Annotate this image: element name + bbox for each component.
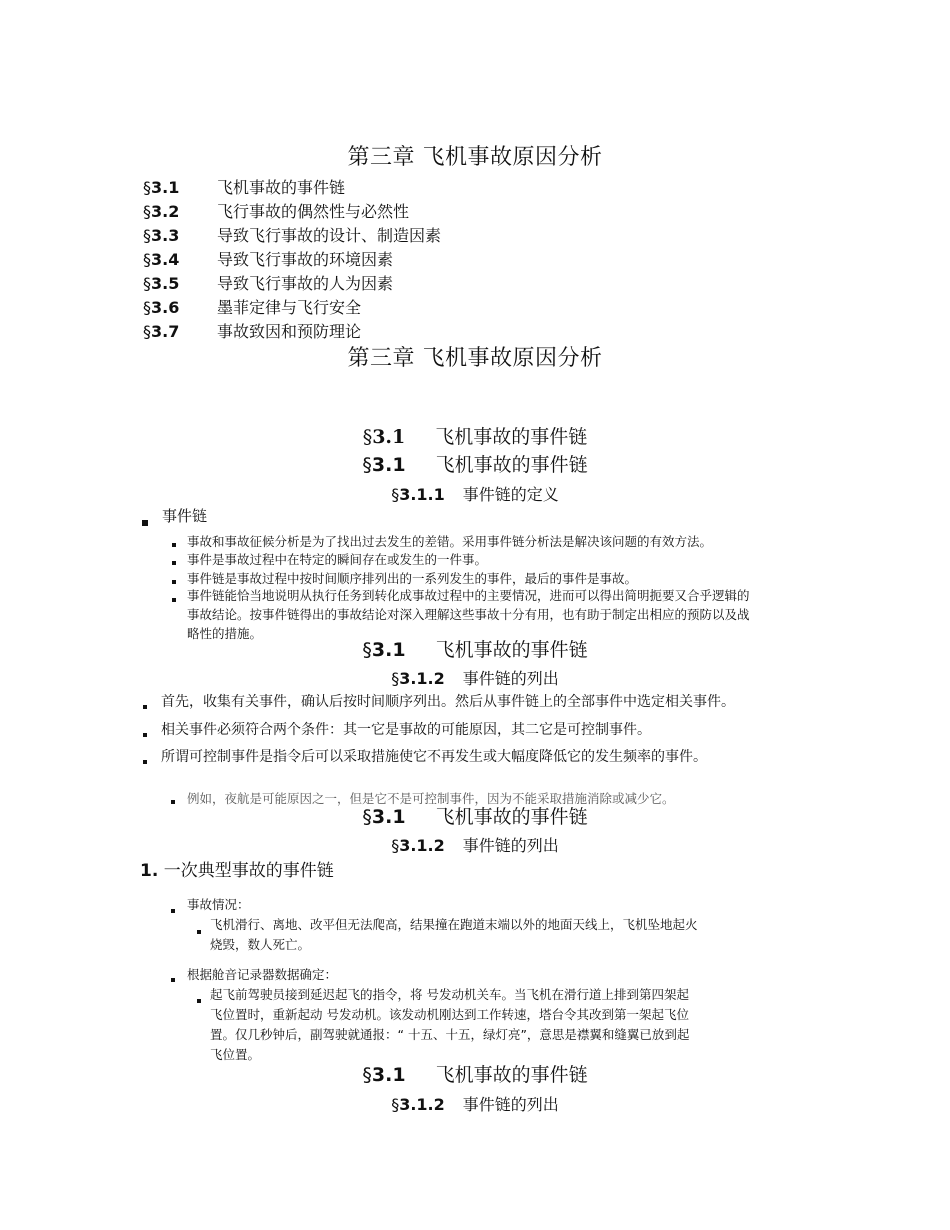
list-item: 事件是事故过程中在特定的瞬间存在或发生的一件事。 bbox=[187, 552, 488, 567]
section-sign: § bbox=[362, 1064, 372, 1086]
bullet-marker bbox=[197, 930, 201, 934]
section-sign: § bbox=[143, 298, 151, 317]
toc-item[interactable] bbox=[143, 296, 361, 320]
situation-label: 事故情况： bbox=[187, 897, 250, 912]
section-title: 飞机事故的事件链 bbox=[435, 639, 588, 661]
section-heading bbox=[0, 1060, 950, 1087]
section-heading bbox=[0, 635, 950, 662]
list-item: 首先，收集有关事件，确认后按时间顺序列出。然后从事件链上的全部事件中选定相关事件。 bbox=[161, 694, 735, 710]
section-sign: § bbox=[143, 274, 151, 293]
list-item: 事故和事故征候分析是为了找出过去发生的差错。采用事件链分析法是解决该问题的有效方法。 bbox=[187, 534, 713, 549]
subsection-title: 事件链的列出 bbox=[462, 1095, 559, 1114]
section-number: 3.1 bbox=[371, 806, 406, 828]
subsection-heading bbox=[0, 482, 950, 505]
section-title: 飞机事故的事件链 bbox=[435, 1064, 588, 1086]
bullet-marker bbox=[143, 733, 147, 737]
section-sign: § bbox=[391, 669, 400, 688]
list-item: 事件链能恰当地说明从执行任务到转化成事故过程中的主要情况，进而可以得出简明扼要又合乎逻辑的 bbox=[187, 588, 750, 603]
situation-line-continued: 烧毁，数人死亡。 bbox=[210, 937, 311, 952]
section-sign: § bbox=[362, 806, 372, 828]
heading-number: 1. bbox=[140, 861, 159, 881]
bullet-marker bbox=[197, 999, 201, 1003]
section-sign: § bbox=[143, 322, 151, 341]
toc-title: 导致飞行事故的环境因素 bbox=[217, 250, 394, 269]
subsection-number: 3.1.1 bbox=[399, 485, 445, 504]
situation-line: 飞机滑行、离地、改平但无法爬高，结果撞在跑道末端以外的地面天线上，飞机坠地起火 bbox=[210, 917, 698, 932]
toc-title: 事故致因和预防理论 bbox=[217, 322, 362, 341]
section-heading bbox=[0, 802, 950, 829]
toc-title: 墨菲定律与飞行安全 bbox=[217, 298, 362, 317]
section-sign: § bbox=[143, 226, 151, 245]
section-heading bbox=[0, 422, 950, 449]
toc-number: 3.5 bbox=[151, 274, 180, 293]
subsection-heading bbox=[0, 1092, 950, 1115]
bullet-marker bbox=[171, 909, 175, 913]
section-sign: § bbox=[391, 1095, 400, 1114]
toc-item[interactable] bbox=[143, 176, 345, 200]
recorder-line-continued: 飞位置时，重新起动 号发动机。该发动机刚达到工作转速，塔台令其改到第一架起飞位 bbox=[210, 1007, 689, 1022]
section-sign: § bbox=[362, 454, 372, 476]
section-number: 3.1 bbox=[371, 1064, 406, 1086]
toc-number: 3.6 bbox=[151, 298, 180, 317]
toc-title: 导致飞行事故的设计、制造因素 bbox=[217, 226, 442, 245]
subsection-number: 3.1.2 bbox=[399, 836, 445, 855]
section-number: 3.1 bbox=[372, 426, 406, 448]
subsection-number: 3.1.2 bbox=[399, 669, 445, 688]
list-item: 相关事件必须符合两个条件：其一它是事故的可能原因，其二它是可控制事件。 bbox=[161, 722, 651, 738]
toc-item[interactable] bbox=[143, 224, 441, 248]
chapter-title: 第三章 飞机事故原因分析 bbox=[347, 346, 603, 371]
toc-title: 飞机事故的事件链 bbox=[217, 178, 346, 197]
section-sign: § bbox=[391, 836, 400, 855]
section-title: 飞机事故的事件链 bbox=[435, 806, 588, 828]
toc-item[interactable] bbox=[143, 248, 393, 272]
section-sign: § bbox=[143, 250, 151, 269]
subsection-title: 事件链的列出 bbox=[462, 836, 559, 855]
list-item-continued: 事故结论。按事件链得出的事故结论对深入理解这些事故十分有用，也有助于制定出相应的预防以及战 bbox=[187, 607, 750, 622]
subsection-title: 事件链的定义 bbox=[462, 485, 559, 504]
definition-heading: 事件链 bbox=[162, 507, 208, 525]
bullet-marker bbox=[142, 520, 148, 526]
section-sign: § bbox=[362, 426, 373, 448]
bullet-marker bbox=[143, 705, 147, 709]
section-sign: § bbox=[143, 202, 151, 221]
section-sign: § bbox=[362, 639, 372, 661]
subsection-title: 事件链的列出 bbox=[462, 669, 559, 688]
list-item: 所谓可控制事件是指令后可以采取措施使它不再发生或大幅度降低它的发生频率的事件。 bbox=[161, 749, 707, 765]
toc-item[interactable] bbox=[143, 200, 409, 224]
recorder-line-continued: 置。仅几秒钟后，副驾驶就通报：“ 十五、十五，绿灯亮”，意思是襟翼和缝翼已放到起 bbox=[210, 1027, 690, 1042]
subsection-heading bbox=[0, 833, 950, 856]
section-number: 3.1 bbox=[371, 639, 406, 661]
bullet-marker bbox=[172, 543, 176, 547]
list-item: 事件链是事故过程中按时间顺序排列出的一系列发生的事件，最后的事件是事故。 bbox=[187, 571, 638, 586]
heading-text: 一次典型事故的事件链 bbox=[163, 861, 334, 881]
bullet-marker bbox=[143, 760, 147, 764]
bullet-marker bbox=[172, 561, 176, 565]
chapter-title: 第三章 飞机事故原因分析 bbox=[347, 145, 603, 170]
toc-title: 飞行事故的偶然性与必然性 bbox=[217, 202, 410, 221]
section-title: 飞机事故的事件链 bbox=[435, 454, 588, 476]
section-heading bbox=[0, 450, 950, 477]
section-sign: § bbox=[143, 178, 151, 197]
toc-title: 导致飞行事故的人为因素 bbox=[217, 274, 394, 293]
list-item-continued: 略性的措施。 bbox=[187, 626, 263, 641]
subsection-number: 3.1.2 bbox=[399, 1095, 445, 1114]
recorder-line: 起飞前驾驶员接到延迟起飞的指令，将 号发动机关车。当飞机在滑行道上排到第四架起 bbox=[210, 987, 689, 1002]
bullet-marker bbox=[172, 598, 176, 602]
subsection-heading bbox=[0, 666, 950, 689]
recorder-label: 根据舱音记录器数据确定： bbox=[187, 967, 338, 982]
toc-number: 3.1 bbox=[151, 178, 180, 197]
bullet-marker bbox=[171, 978, 175, 982]
example-text: 例如，夜航是可能原因之一，但是它不是可控制事件，因为不能采取措施消除或减少它。 bbox=[187, 791, 675, 806]
toc-number: 3.3 bbox=[151, 226, 180, 245]
section-sign: § bbox=[391, 485, 400, 504]
recorder-line-continued: 飞位置。 bbox=[210, 1047, 261, 1062]
toc-number: 3.7 bbox=[151, 322, 180, 341]
toc-number: 3.2 bbox=[151, 202, 180, 221]
section-number: 3.1 bbox=[371, 454, 406, 476]
numbered-heading bbox=[140, 856, 334, 881]
toc-item[interactable] bbox=[143, 272, 393, 296]
bullet-marker bbox=[172, 580, 176, 584]
section-title: 飞机事故的事件链 bbox=[435, 426, 588, 448]
toc-number: 3.4 bbox=[151, 250, 180, 269]
